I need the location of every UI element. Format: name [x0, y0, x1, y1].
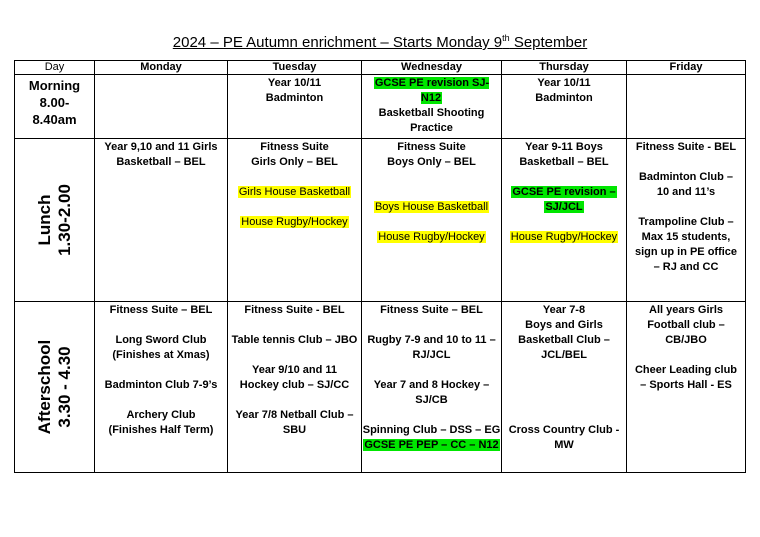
- activity-highlight-yellow: House Rugby/Hockey: [241, 216, 348, 228]
- activity-text: JCL/BEL: [541, 349, 587, 361]
- activity-text: All years Girls: [649, 304, 723, 316]
- activity-text: Year 10/11: [267, 77, 322, 89]
- activity-text: Rugby 7-9 and 10 to 11 –: [367, 334, 496, 346]
- morning-friday-cell: [627, 75, 746, 139]
- afterschool-time: 3.30 - 4.30: [54, 346, 74, 428]
- activity-text: Max 15 students,: [641, 231, 731, 243]
- title-text-rest: September: [509, 34, 588, 51]
- activity-text: – RJ and CC: [653, 261, 719, 273]
- activity-text: Fitness Suite - BEL: [635, 141, 737, 153]
- activity-text: Cheer Leading club: [634, 364, 738, 376]
- lunch-time: 1.30-2.00: [54, 184, 74, 256]
- header-tuesday: Tuesday: [228, 61, 362, 75]
- lunch-label: Lunch: [34, 194, 54, 246]
- activity-text: Fitness Suite – BEL: [380, 304, 483, 316]
- activity-text: Football club –: [647, 319, 725, 331]
- title-superscript: th: [502, 33, 510, 43]
- activity-text: MW: [554, 439, 574, 451]
- lunch-monday-cell: [95, 139, 228, 302]
- morning-time-start: 8.00-: [39, 95, 70, 110]
- lunch-friday-cell: [627, 139, 746, 302]
- activity-text: Trampoline Club –: [638, 216, 734, 228]
- activity-text: Badminton Club 7-9’s: [104, 379, 218, 391]
- activity-text: Spinning Club – DSS – EG: [362, 424, 501, 436]
- activity-text: Year 7 and 8 Hockey –: [373, 379, 490, 391]
- afterschool-tuesday-cell: [228, 302, 362, 473]
- activity-text: Year 9/10 and 11: [251, 364, 337, 376]
- activity-text: 10 and 11’s: [656, 186, 716, 198]
- activity-text: (Finishes at Xmas): [112, 349, 210, 361]
- activity-highlight-yellow: House Rugby/Hockey: [510, 231, 618, 243]
- activity-text: (Finishes Half Term): [108, 424, 214, 436]
- activity-text: Year 7/8 Netball Club –: [235, 409, 354, 421]
- activity-text: Archery Club: [126, 409, 196, 421]
- activity-text: Year 10/11: [537, 77, 591, 89]
- morning-time-end: 8.40am: [32, 112, 77, 127]
- afterschool-row: [15, 302, 746, 473]
- activity-text: Cross Country Club -: [508, 424, 620, 436]
- activity-text: Basketball – BEL: [519, 156, 609, 168]
- afterschool-thursday-cell: [502, 302, 627, 473]
- header-monday: Monday: [95, 61, 228, 75]
- activity-text: Badminton Club –: [638, 171, 734, 183]
- afterschool-friday-cell: [627, 302, 746, 473]
- activity-text: Year 9,10 and 11 Girls: [104, 141, 218, 153]
- activity-text: sign up in PE office: [634, 246, 738, 258]
- timetable: [14, 60, 746, 473]
- activity-text: Hockey club – SJ/CC: [239, 379, 350, 391]
- activity-text: SBU: [282, 424, 307, 436]
- activity-highlight-yellow: Girls House Basketball: [238, 186, 351, 198]
- activity-highlight-green: GCSE PE revision –: [512, 186, 616, 198]
- header-friday: Friday: [627, 61, 746, 75]
- morning-wednesday-cell: [362, 75, 502, 139]
- title-text: 2024 – PE Autumn enrichment – Starts Monday 9: [172, 34, 503, 51]
- morning-tuesday-cell: [228, 75, 362, 139]
- activity-highlight-yellow: Boys House Basketball: [374, 201, 489, 213]
- activity-text: CB/JBO: [665, 334, 707, 346]
- afterschool-monday-cell: [95, 302, 228, 473]
- lunch-label-cell: [15, 139, 95, 302]
- activity-highlight-green: GCSE PE revision SJ- N12: [374, 77, 490, 104]
- activity-highlight-green: GCSE PE PEP – CC – N12: [364, 439, 499, 451]
- activity-text: Basketball – BEL: [116, 156, 206, 168]
- afterschool-wednesday-cell: [362, 302, 502, 473]
- activity-text: – Sports Hall - ES: [640, 379, 732, 391]
- activity-text: RJ/JCL: [412, 349, 451, 361]
- activity-text: Badminton: [535, 92, 593, 104]
- activity-highlight-green: SJ/JCL: [545, 201, 583, 213]
- activity-text: Fitness Suite: [260, 141, 329, 153]
- morning-label-cell: [15, 75, 95, 139]
- header-row: [15, 61, 746, 75]
- activity-text: Girls Only – BEL: [251, 156, 338, 168]
- activity-text: Year 7-8: [542, 304, 586, 316]
- header-wednesday: Wednesday: [362, 61, 502, 75]
- activity-text: Basketball Shooting: [378, 107, 485, 119]
- activity-text: Fitness Suite - BEL: [244, 304, 345, 316]
- header-day: Day: [15, 61, 95, 75]
- lunch-tuesday-cell: [228, 139, 362, 302]
- lunch-thursday-cell: [502, 139, 627, 302]
- activity-text: Year 9-11 Boys: [525, 141, 603, 153]
- morning-monday-cell: [95, 75, 228, 139]
- header-thursday: Thursday: [502, 61, 627, 75]
- afterschool-label-cell: [15, 302, 95, 473]
- activity-text: Fitness Suite – BEL: [109, 304, 213, 316]
- activity-text: Practice: [410, 122, 453, 134]
- activity-text: Basketball Club –: [518, 334, 610, 346]
- activity-text: Long Sword Club: [115, 334, 207, 346]
- activity-text: Fitness Suite: [397, 141, 466, 153]
- morning-thursday-cell: [502, 75, 627, 139]
- page-title: [0, 33, 760, 51]
- activity-text: SJ/CB: [415, 394, 448, 406]
- activity-text: Badminton: [265, 92, 324, 104]
- morning-label: Morning: [28, 78, 81, 93]
- afterschool-label: Afterschool: [34, 339, 54, 435]
- lunch-wednesday-cell: [362, 139, 502, 302]
- activity-text: Boys and Girls: [525, 319, 603, 331]
- activity-text: Boys Only – BEL: [387, 156, 476, 168]
- morning-row: [15, 75, 746, 139]
- lunch-row: [15, 139, 746, 302]
- activity-highlight-yellow: House Rugby/Hockey: [378, 231, 485, 243]
- activity-text: Table tennis Club – JBO: [231, 334, 358, 346]
